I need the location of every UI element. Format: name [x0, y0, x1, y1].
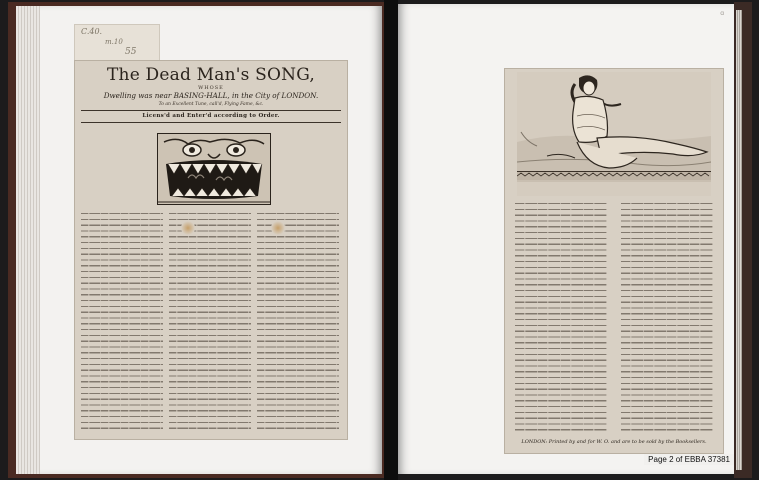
ballad-subtitle: Dwelling was near BASING-HALL, in the City of LONDON. — [103, 91, 319, 100]
stain — [271, 221, 285, 235]
ballad-text-columns — [81, 213, 341, 433]
divider — [81, 122, 341, 123]
page-caption: Page 2 of EBBA 37381 — [644, 454, 734, 465]
shelfmark-line-3: 55 — [125, 47, 137, 57]
broadside-sheet-right — [504, 68, 724, 454]
text-column — [169, 213, 251, 433]
shelfmark-line-1: C.40. — [81, 27, 103, 36]
text-column — [257, 213, 339, 433]
reclining-figure-woodcut — [517, 72, 711, 196]
ballad-tune: To an Excellent Tune, call'd, Flying Fame, &c. — [158, 102, 264, 107]
divider — [81, 110, 341, 111]
shelfmark-slip — [74, 24, 160, 62]
ballad-title: The Dead Man's SONG, — [107, 65, 315, 85]
shelfmark-line-2: m.10 — [105, 38, 123, 46]
text-column — [515, 203, 607, 435]
ballad-text-columns — [515, 203, 713, 435]
stain — [181, 221, 195, 235]
broadside-sheet-left — [74, 60, 348, 440]
album-cover-right — [734, 2, 752, 478]
ballad-whose: WHOSE — [198, 85, 224, 91]
text-column — [621, 203, 713, 435]
imprint-line: LONDON: Printed by and for W. O. and are to be sold by the Booksellers. — [521, 439, 707, 445]
binding-gutter — [384, 0, 398, 480]
licensing-line: Licens'd and Enter'd according to Order. — [142, 113, 280, 119]
hell-mouth-woodcut — [157, 133, 271, 205]
page-corner-mark: ɑ — [720, 10, 724, 17]
page-stack — [16, 6, 42, 474]
text-column — [81, 213, 163, 433]
